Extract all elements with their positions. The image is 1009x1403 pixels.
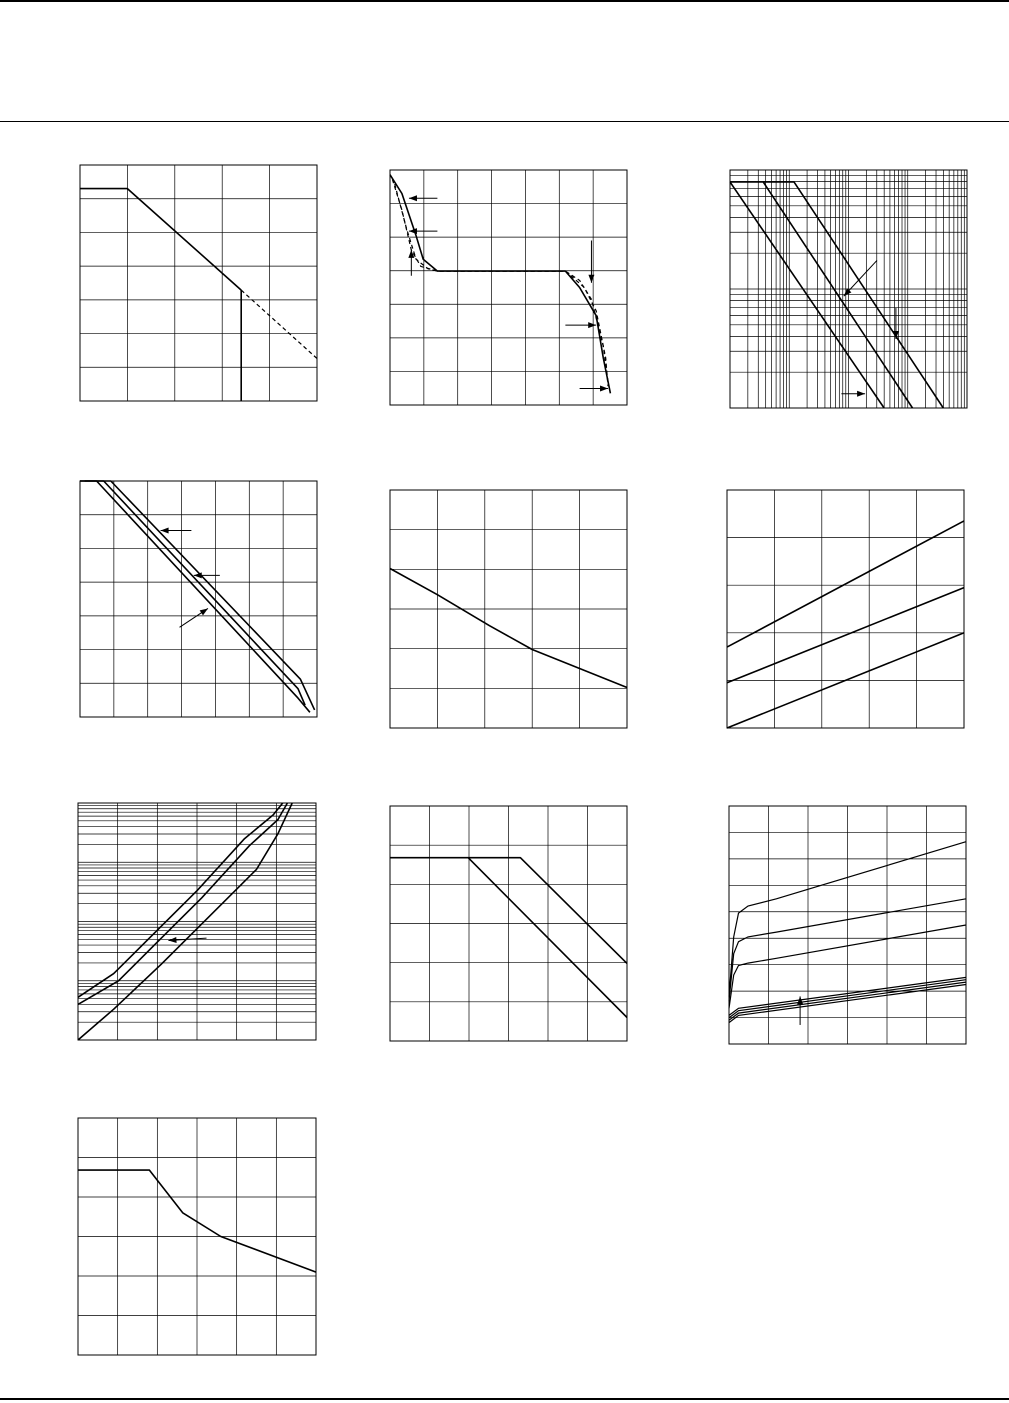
series-line-3 bbox=[395, 184, 608, 386]
annotation-arrow-6 bbox=[580, 386, 608, 392]
grid-lines bbox=[727, 490, 964, 728]
grid-lines bbox=[390, 170, 627, 405]
plot-frame bbox=[390, 170, 627, 405]
grid-lines bbox=[729, 806, 966, 1044]
chart-2 bbox=[390, 170, 627, 405]
chart-3 bbox=[730, 170, 967, 408]
annotation-arrow-2 bbox=[194, 572, 220, 578]
series-line-1 bbox=[390, 569, 627, 688]
chart-6 bbox=[727, 490, 964, 728]
grid-lines bbox=[78, 1118, 316, 1355]
series-line-1 bbox=[727, 521, 964, 647]
annotation-arrow-4 bbox=[588, 241, 594, 283]
chart-7 bbox=[78, 803, 316, 1040]
annotation-arrow-5 bbox=[565, 322, 596, 328]
grid-lines bbox=[390, 806, 627, 1041]
grid-lines bbox=[78, 803, 316, 1040]
annotation-arrow-3 bbox=[180, 608, 208, 627]
series-line-2 bbox=[392, 179, 608, 381]
annotation-arrow-1 bbox=[161, 528, 192, 534]
chart-10 bbox=[78, 1118, 316, 1355]
series-line-2 bbox=[468, 858, 627, 964]
series-line-1 bbox=[80, 189, 241, 291]
grid-lines bbox=[80, 481, 317, 717]
chart-9 bbox=[729, 806, 966, 1044]
grid-lines bbox=[730, 170, 967, 408]
plot-frame bbox=[80, 481, 317, 717]
chart-4 bbox=[80, 481, 317, 717]
series-line-1 bbox=[390, 175, 610, 394]
chart-5 bbox=[390, 490, 627, 728]
grid-lines bbox=[80, 165, 317, 401]
header-divider-line bbox=[0, 121, 1009, 122]
grid-lines bbox=[390, 490, 627, 728]
chart-8 bbox=[390, 806, 627, 1041]
series-line-3 bbox=[763, 182, 943, 408]
series-line-1 bbox=[78, 803, 283, 997]
top-border-line bbox=[0, 0, 1009, 2]
annotation-arrow-1 bbox=[409, 195, 437, 201]
series-line-2 bbox=[727, 588, 964, 683]
series-line-2 bbox=[241, 290, 317, 358]
footer-divider-line bbox=[0, 1398, 1009, 1400]
series-line-3 bbox=[85, 481, 315, 710]
series-line-2 bbox=[730, 182, 913, 408]
annotation-arrow-3 bbox=[841, 391, 865, 397]
plot-frame bbox=[727, 490, 964, 728]
series-line-1 bbox=[80, 481, 310, 712]
chart-1 bbox=[80, 165, 317, 401]
plot-frame bbox=[80, 165, 317, 401]
